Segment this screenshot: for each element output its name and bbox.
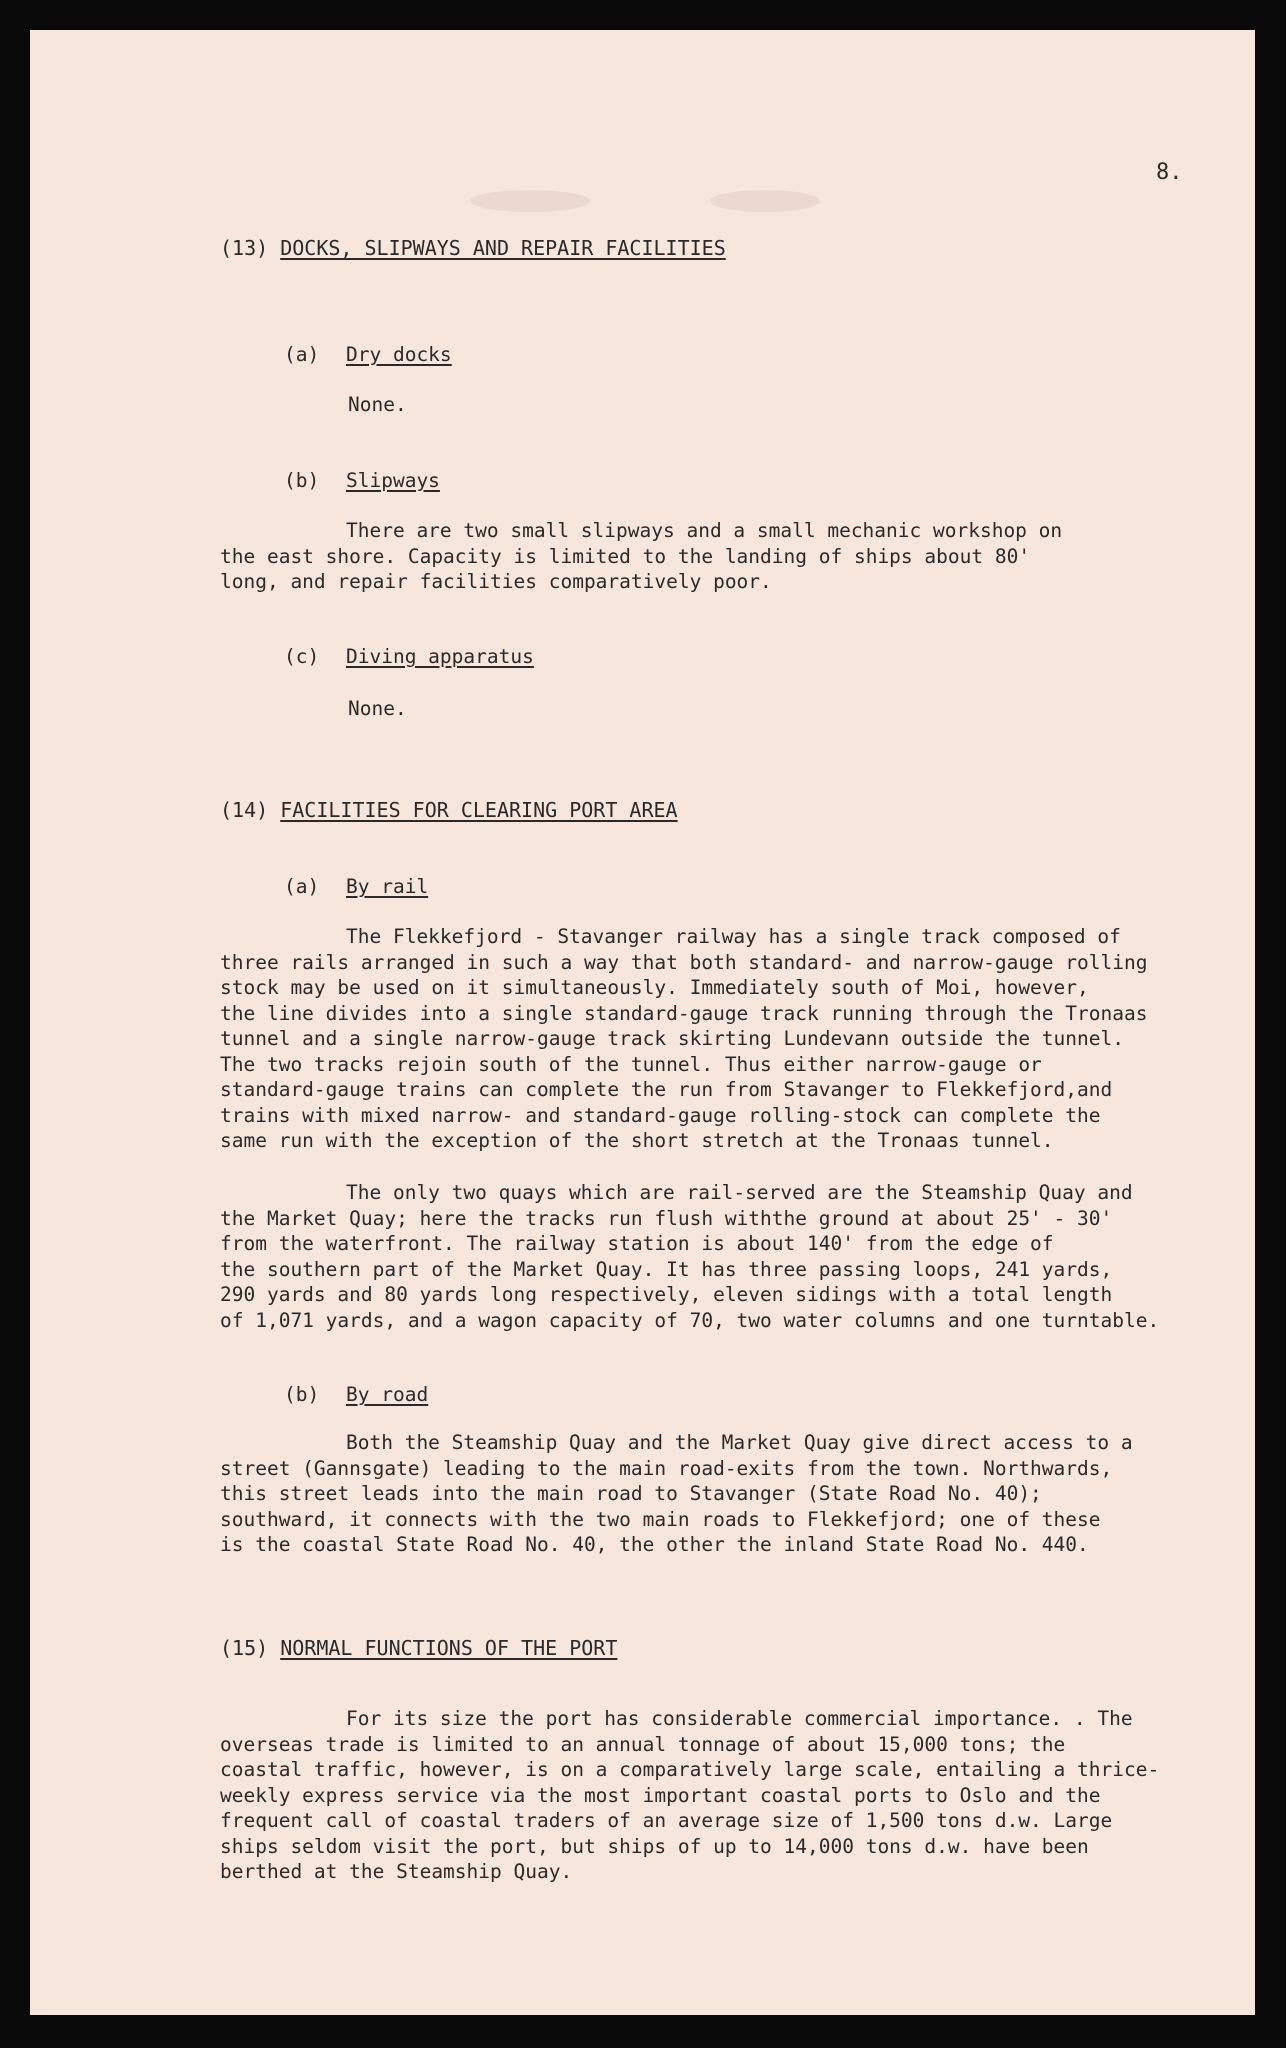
subsection-letter: (a) <box>284 875 320 898</box>
section-number: (15) <box>220 1636 269 1660</box>
subsection-14a-paragraph-2 <box>220 1180 1280 1333</box>
paragraph-line: street (Gannsgate) leading to the main road-exits from the town. Northwards, <box>220 1456 1113 1480</box>
paragraph-line: 290 yards and 80 yards long respectively, eleven sidings with a total length <box>220 1283 1113 1306</box>
paragraph-line: frequent call of coastal traders of an average size of 1,500 tons d.w. Large <box>220 1809 1113 1832</box>
paragraph-line: berthed at the Steamship Quay. <box>220 1860 573 1883</box>
paragraph-line: the southern part of the Market Quay. It has three passing loops, 241 yards, <box>220 1257 1113 1281</box>
subsection-13b-heading <box>284 468 440 494</box>
paper-stain <box>710 190 820 212</box>
paragraph-line: weekly express service via the most important coastal ports to Oslo and the <box>220 1783 1101 1807</box>
paragraph-line: tunnel and a single narrow-gauge track skirting Lundevann outside the tunnel. <box>220 1027 1124 1050</box>
paragraph-line: standard-gauge trains can complete the run from Stavanger to Flekkefjord,and <box>220 1078 1113 1101</box>
subsection-title: Slipways <box>346 469 440 492</box>
subsection-title: By rail <box>346 875 429 898</box>
paragraph-line: The two tracks rejoin south of the tunnel. Thus either narrow-gauge or <box>220 1052 1042 1076</box>
paragraph-line: trains with mixed narrow- and standard-gauge rolling-stock can complete the <box>220 1103 1101 1127</box>
paragraph-line: the Market Quay; here the tracks run flush withthe ground at about 25' - 30' <box>220 1206 1113 1230</box>
document-page <box>30 30 1255 2015</box>
subsection-13a-heading <box>284 342 452 368</box>
paragraph-line: the east shore. Capacity is limited to the landing of ships about 80' <box>220 544 1031 568</box>
paragraph-line: There are two small slipways and a small mechanic workshop on <box>346 519 1063 542</box>
subsection-14b-heading <box>284 1382 428 1408</box>
paragraph-line: of 1,071 yards, and a wagon capacity of 70, two water columns and one turntable. <box>220 1308 1160 1332</box>
paragraph-line: is the coastal State Road No. 40, the other the inland State Road No. 440. <box>220 1533 1089 1556</box>
subsection-letter: (b) <box>284 1383 320 1406</box>
subsection-14a-paragraph-1 <box>220 924 1280 1154</box>
section-14-heading <box>220 798 678 824</box>
subsection-13c-heading <box>284 644 534 670</box>
paragraph-line: same run with the exception of the short stretch at the Tronaas tunnel. <box>220 1129 1054 1152</box>
section-title: NORMAL FUNCTIONS OF THE PORT <box>280 1636 618 1660</box>
subsection-title: Dry docks <box>346 343 452 366</box>
paragraph-line: For its size the port has considerable commercial importance. . The <box>346 1707 1133 1730</box>
paragraph-line: this street leads into the main road to Stavanger (State Road No. 40); <box>220 1482 1042 1505</box>
subsection-title: Diving apparatus <box>346 645 534 668</box>
subsection-letter: (c) <box>284 645 320 668</box>
paragraph-line: ships seldom visit the port, but ships of up to 14,000 tons d.w. have been <box>220 1834 1089 1858</box>
subsection-13a-text: None. <box>348 393 407 416</box>
page-number: 8. <box>1156 160 1183 185</box>
paragraph-line: southward, it connects with the two main roads to Flekkefjord; one of these <box>220 1507 1101 1531</box>
subsection-letter: (a) <box>284 343 320 366</box>
section-number: (14) <box>220 798 269 822</box>
paragraph-line: The Flekkefjord - Stavanger railway has a single track composed of <box>346 925 1121 948</box>
section-13-heading <box>220 236 726 262</box>
subsection-13b-paragraph <box>220 518 1280 595</box>
section-title: DOCKS, SLIPWAYS AND REPAIR FACILITIES <box>280 236 726 260</box>
subsection-13c-text: None. <box>348 697 407 720</box>
paragraph-line: three rails arranged in such a way that both standard- and narrow-gauge rolling <box>220 950 1148 974</box>
paragraph-line: The only two quays which are rail-served are the Steamship Quay and <box>346 1181 1133 1204</box>
paragraph-line: stock may be used on it simultaneously. Immediately south of Moi, however, <box>220 976 1089 999</box>
paragraph-line: the line divides into a single standard-gauge track running through the Tronaas <box>220 1001 1148 1025</box>
paragraph-line: coastal traffic, however, is on a comparatively large scale, entailing a thrice- <box>220 1758 1160 1781</box>
paragraph-line: Both the Steamship Quay and the Market Quay give direct access to a <box>346 1431 1133 1454</box>
subsection-letter: (b) <box>284 469 320 492</box>
section-title: FACILITIES FOR CLEARING PORT AREA <box>280 798 678 822</box>
section-15-paragraph <box>220 1706 1280 1885</box>
paragraph-line: from the waterfront. The railway station is about 140' from the edge of <box>220 1232 1054 1255</box>
subsection-title: By road <box>346 1383 429 1406</box>
subsection-14b-paragraph <box>220 1430 1280 1558</box>
section-number: (13) <box>220 236 269 260</box>
paper-stain <box>470 190 590 212</box>
paragraph-line: overseas trade is limited to an annual tonnage of about 15,000 tons; the <box>220 1732 1066 1756</box>
paragraph-line: long, and repair facilities comparatively poor. <box>220 570 772 593</box>
section-15-heading <box>220 1636 617 1662</box>
subsection-14a-heading <box>284 874 428 900</box>
